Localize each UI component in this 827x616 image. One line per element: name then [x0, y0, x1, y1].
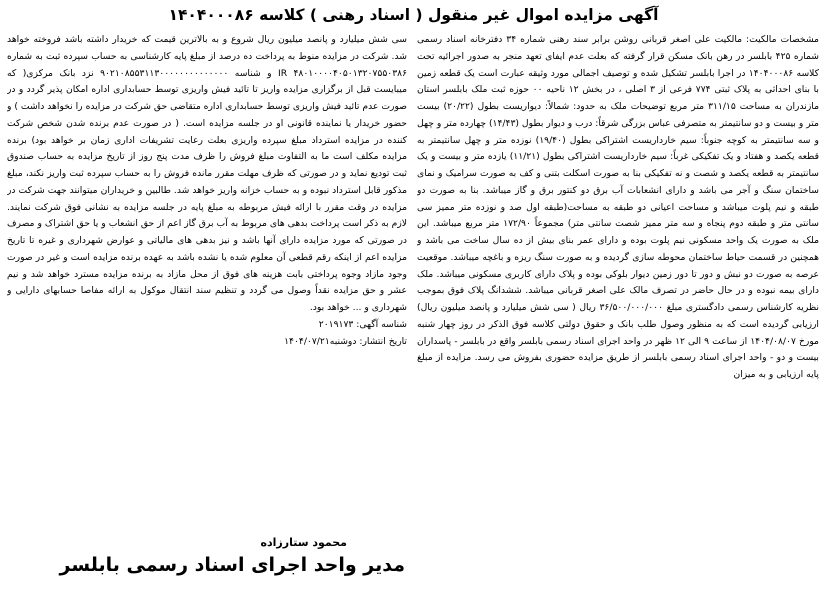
- property-description-text: مشخصات مالکیت: مالکیت علی اصغر قربانی روشن برابر سند رهنی شماره ۳۴ دفترخانه اسناد رسمی شماره ۴۲۵ بابلسر در رهن بانک مسکن قرار گرفته که بعلت عدم ایفای تعهد منجر به صدور اجرائیه تحت کلاسه ۱۴۰۴۰۰۰۸۶ در اجرا بابلسر تشکیل شده و توصیف اجمالی مورد وثیقه عبارت است یک قطعه زمین با بنای احداثی به پلاک ثبتی ۷۷۴ فرعی از ۳ اصلی ، در بخش ۱۲ ناحیه ۰۰ حوزه ثبت ملک بابلسر استان مازندران به مساحت ۳۱۱/۱۵ متر مربع توضیحات ملک به حدود: شمالاً: دیواریست بطول (۲۰/۲۲) بیست متر و بیست و دو سانتیمتر به متصرفی عباس بزرگی شرقاً: درب و دیوار بطول (۱۴/۴۳) چهارده متر و چهل و سه سانتیمتر به کوچه جنوباً: سیم خارداریست اشتراکی بطول (۱۹/۴۰) نوزده متر و چهل سانتیمتر به قطعه یکصد و هفتاد و یک تفکیکی غرباً: سیم خارداریست اشتراکی بطول (۱۱/۲۱) یازده متر و بیست و یک سانتیمتر به قطعه یکصد و شصت و نه تفکیکی بنا به صورت اسکلت بتنی و کف به صورت سرامیک و نمای ساختمان سنگ و آجر می باشد و دارای انشعابات آب برق دو کنتور برق و گاز میباشد. بنا به صورت دو طبقه و نیم پلوت میباشد و مساحت اعیانی دو طبقه به مساحت(طبقه اول صد و نوزده متر ممیز سی سانتی متر و طبقه دوم پنجاه و سه متر ممیز شصت سانتی متر) مجموعاً ۱۷۲/۹۰ متر مربع میباشد. این ملک به صورت یک واحد مسکونی نیم پلوت بوده و دارای عمر بنای بیش از ده سال ساخت می باشد و همچنین در قسمت حیاط ساختمان محوطه سازی گردیده و به صورت سنگ ریزه و باغچه میباشد. موقعیت عرصه به صورت دو نبش و دور تا دور زمین دیوار بلوکی بوده و پلاک دارای کاربری مسکونی میباشد. ملک دارای بیمه نبوده و در حال حاضر در تصرف مالک علی اصغر قربانی میباشد. ششدانگ پلاک فوق بموجب نظریه کارشناس رسمی دادگستری مبلغ ۳۶/۵۰۰/۰۰۰/۰۰۰ ریال ( سی شش میلیارد و پانصد میلیون ریال) ارزیابی گردیده است که به منظور وصول طلب بانک و حقوق دولتی کلاسه فوق الذکر در روز چهار شنبه مورخ ۱۴۰۴/۰۸/۰۷ از ساعت ۹ الی ۱۲ ظهر در واحد اجرای اسناد رسمی بابلسر واقع در بابلسر - پاسداران بیست و دو - واحد اجرای اسناد رسمی بابلسر از طریق مزایده حضوری بفروش می رسد. مزایده از مبلغ پایه ارزیابی و به میزان: [417, 34, 819, 380]
- notice-title: آگهی مزایده اموال غیر منقول ( اسناد رهنی ) کلاسه ۱۴۰۴۰۰۰۸۶: [168, 6, 659, 24]
- notice-column-left: [7, 32, 407, 612]
- ad-id: شناسه آگهی: ۲۰۱۹۱۷۳: [318, 318, 407, 330]
- notice-column-right: [417, 32, 819, 616]
- auction-terms-text: سی شش میلیارد و پانصد میلیون ریال شروع و به بالاترین قیمت که خریدار داشته باشد فروخته خواهد شد. شرکت در مزایده منوط به پرداخت ده درصد از مبلغ پایه کارشناسی به حساب سپرده ثبت به شماره IR ۴۸۰۱۰۰۰۰۴۰۵۰۱۳۲۰۷۵۵۰۳۸۶ و شناسه ۹۰۲۱۰۸۵۵۳۱۱۳۰۰۰۰۰۰۰۰۰۰۰۰۰۰ نزد بانک مرکزی( که میبایست قبل از برگزاری مزایده واریز تا تائید فیش واریزی توسط حسابداری اداره امکان پذیر گردد و در صورت عدم تائید فیش واریزی توسط حسابداری اداره متقاضی حق شرکت در مزایده را نخواهد داشت ) و حضور خریدار یا نماینده قانونی او در جلسه مزایده است. ( در صورت عدم برنده شدن شخص شرکت کننده در مزایده استرداد مبلغ سپرده واریزی بعلت رعایت تشریفات اداری زمان بر خواهد بود) برنده مزایده مکلف است ما به التفاوت مبلغ فروش را ظرف مدت پنج روز از تاریخ مزایده به حساب صندوق ثبت تودیع نماید و در صورتی که ظرف مهلت مقرر مانده فروش را به حساب سپرده ثبت واریز نکند، مبلغ مذکور قابل استرداد نبوده و به حساب خزانه واریز خواهد شد. طالبین و خریداران میتوانند جهت شرکت در مزایده در وقت مقرر با ارائه فیش مربوطه به مبلغ پایه در جلسه مزایده به نشانی فوق شرکت نمایند. لازم به ذکر است پرداخت بدهی های مربوط به آب برق گاز اعم از حق انشعاب و یا حق اشتراک و مصرف در صورتی که مورد مزایده دارای آنها باشد و نیز بدهی های مالیاتی و عوارض شهرداری و غیره تا تاریخ مزایده اعم از اینکه رقم قطعی آن معلوم شده یا نشده باشد به عهده برنده مزایده است و غیر در صورت وجود مازاد وجوه پرداختی بابت هزینه های فوق از محل مازاد به برنده مزایده مسترد خواهد شد و نیم عشر و حق مزایده نقداً وصول می گردد و تنظیم سند انتقال موکول به ارائه مفاصا حسابهای دارایی و شهرداری و ... خواهد بود.: [7, 34, 407, 313]
- signer-name: محمود ستارزاده: [260, 536, 347, 549]
- signer-office: مدیر واحد اجرای اسناد رسمی بابلسر: [59, 554, 405, 576]
- signature-block: [7, 535, 407, 579]
- publish-date: تاریخ انتشار: دوشنبه۱۴۰۴/۰۷/۲۱: [284, 335, 407, 347]
- notice-meta: [7, 317, 407, 351]
